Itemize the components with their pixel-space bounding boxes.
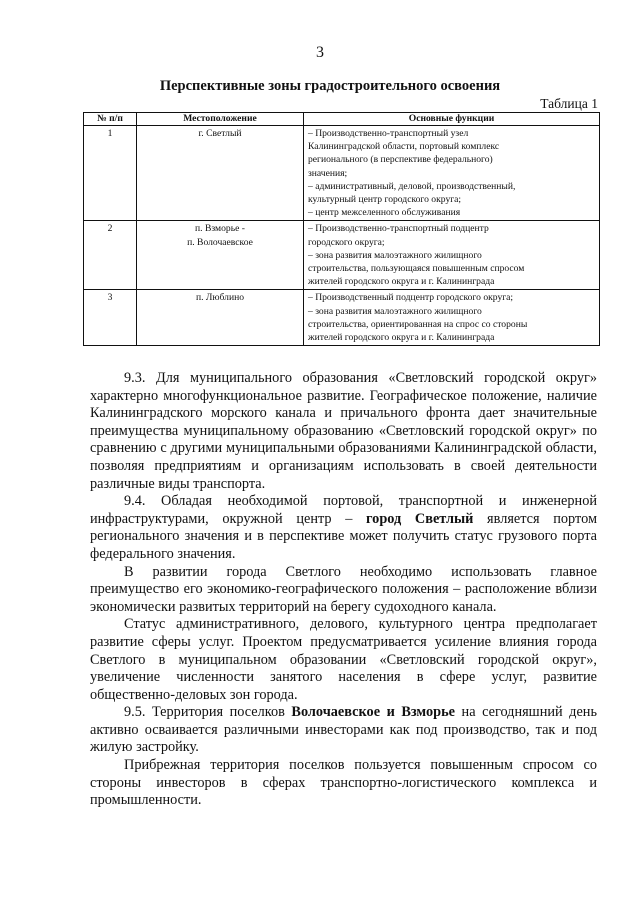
document-title: Перспективные зоны градостроительного освоения (159, 78, 501, 94)
paragraph-text: Прибрежная территория поселков пользуется повышенным спросом со стороны инвесторов в сферах транспортно-логистического комплекса и промышленности. (90, 757, 597, 809)
paragraph-text: Статус административного, делового, культурного центра предполагает развитие сферы услуг. Проектом предусматривается усиление влияния города Светлого в муниципальном образовании «Светловский городской округ», увеличение численности занятого населения в сфере услуг, развитие общественно-деловых зон города. (90, 616, 597, 703)
zones-table (83, 112, 600, 346)
page-number: 3 (316, 44, 324, 61)
paragraph-text: является портом регионального значения и в перспективе может получить статус грузового порта федерального значения. (90, 510, 597, 562)
function-line: жителей городского округа и г. Калининграда (308, 332, 495, 344)
row-location (137, 221, 304, 290)
function-line: – Производственно-транспортный подцентр (308, 223, 489, 235)
emphasis-text: Волочаевское и Взморье (291, 704, 455, 721)
location-line: г. Светлый (198, 128, 242, 139)
function-line: – центр межселенного обслуживания (308, 207, 461, 219)
table-row (84, 221, 600, 290)
function-line: городского округа; (308, 236, 385, 248)
row-number: 3 (84, 290, 137, 346)
function-line: строительства, пользующаяся повышенным спросом (308, 263, 525, 275)
table-label: Таблица 1 (540, 96, 598, 111)
emphasis-text: город Светлый (366, 510, 474, 527)
location-line: п. Волочаевское (187, 236, 253, 248)
paragraph-text: 9.5. Территория поселков (124, 704, 292, 721)
paragraph (90, 564, 597, 617)
function-line: – зона развития малоэтажного жилищного (308, 305, 482, 317)
function-line: – зона развития малоэтажного жилищного (308, 249, 482, 261)
body-text (90, 370, 597, 810)
function-line: жителей городского округа и г. Калининграда (308, 276, 495, 288)
location-line: п. Люблино (195, 292, 245, 304)
table-row (84, 126, 600, 221)
function-line: – Производственно-транспортный узел (308, 128, 469, 139)
table-row (84, 290, 600, 346)
function-line: регионального (в перспективе федерального) (308, 154, 493, 166)
row-functions (304, 290, 600, 346)
paragraph-text: 9.4. Обладая необходимой портовой, транспортной и инженерной инфраструктурами, окружной центр – (90, 493, 597, 527)
function-line: культурный центр городского округа; (308, 194, 462, 206)
header-functions: Основные функции (304, 113, 600, 126)
function-line: – административный, деловой, производственный, (308, 180, 516, 192)
header-location: Местоположение (137, 113, 304, 126)
paragraph (90, 757, 597, 810)
row-functions (304, 126, 600, 221)
function-line: Калининградской области, портовый комплекс (308, 141, 500, 153)
row-functions (304, 221, 600, 290)
row-number: 1 (84, 126, 137, 221)
location-line: п. Взморье - (195, 223, 245, 235)
paragraph-text: 9.3. Для муниципального образования «Светловский городской округ» характерно многофункциональное развитие. Географическое положение, наличие Калининградского морского канала и причального фронта дает значительные преимущества муниципальному образованию «Светловский городской округ» по сравнению с другими муниципальными образованиями Калининградской области, позволяя предприятиям и организациям использовать в своей деятельности различные виды транспорта. (90, 370, 597, 492)
header-number: № п/п (84, 113, 137, 126)
paragraph (90, 616, 597, 704)
paragraph (90, 704, 597, 757)
function-line: значения; (308, 167, 348, 179)
paragraph-text: на сегодняшний день активно осваивается различными инвесторами как под производство, так и под жилую застройку. (90, 704, 597, 756)
row-location (137, 290, 304, 346)
paragraph (90, 370, 597, 493)
row-number: 2 (84, 221, 137, 290)
paragraph (90, 493, 597, 563)
table-header-row (84, 113, 600, 126)
paragraph-text: В развитии города Светлого необходимо использовать главное преимущество его экономико-географического положения – расположение вблизи экономически развитых территорий на берегу судоходного канала. (90, 563, 597, 615)
function-line: – Производственный подцентр городского округа; (308, 292, 514, 304)
function-line: строительства, ориентированная на спрос со стороны (308, 318, 528, 330)
row-location (137, 126, 304, 221)
